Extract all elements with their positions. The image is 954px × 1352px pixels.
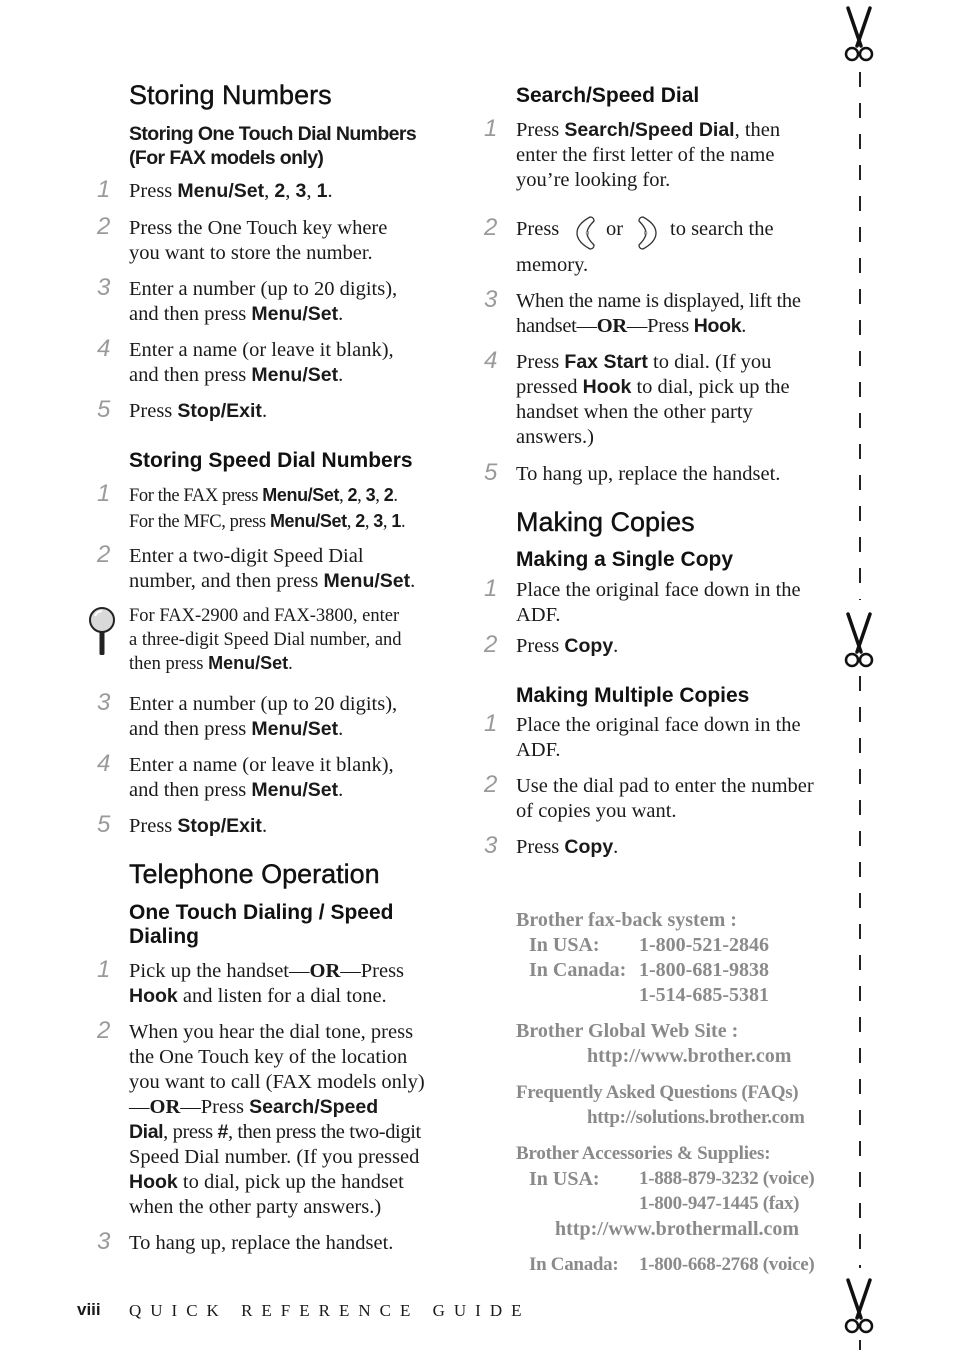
- cut-line-dash: [859, 413, 861, 428]
- cut-line-dash: [859, 769, 861, 784]
- cut-line-dash: [859, 1265, 861, 1268]
- step-text: Press Fax Start to dial. (If you pressed Hook to dial, pick up the handset when the other party answers.): [516, 351, 790, 448]
- step-number: 3: [97, 1228, 111, 1255]
- cut-line-dash: [859, 351, 861, 366]
- step-text: Enter a name (or leave it blank), and then press Menu/Set.: [129, 339, 394, 386]
- subheading-line: (For FAX models only): [129, 147, 324, 169]
- cut-line-dash: [859, 227, 861, 242]
- subheading-search-speed-dial: Search/Speed Dial: [516, 84, 700, 107]
- faxback-canada-number: 1-800-681-9838: [639, 959, 769, 981]
- step-text: Place the original face down in the ADF.: [516, 714, 801, 761]
- step-text: When the name is displayed, lift the handset—OR—Press Hook.: [516, 290, 801, 337]
- cut-line-dash: [859, 1110, 861, 1125]
- scissors-icon: [838, 612, 880, 670]
- cut-line-dash: [859, 258, 861, 273]
- scissors-icon: [838, 6, 880, 64]
- cut-line-dash: [859, 1340, 861, 1350]
- cut-line-dash: [859, 103, 861, 118]
- web-site-title: Brother Global Web Site :: [516, 1020, 739, 1042]
- step-text: When you hear the dial tone, press the One Touch key of the location you want to call (FAX models only) —OR—Press Search/Speed Dial, press #, then press the two-digit Speed Dial number. (If you pressed Hook to dial, pick up the handset when the other party answers.): [129, 1021, 425, 1218]
- accessories-canada-voice: 1-800-668-2768 (voice): [639, 1254, 815, 1275]
- cut-line-dash: [859, 196, 861, 211]
- step-text: memory.: [516, 254, 589, 276]
- footer-guide-title: QUICK REFERENCE GUIDE: [129, 1301, 531, 1320]
- step-text: Pick up the handset—OR—Press Hook and listen for a dial tone.: [129, 960, 405, 1007]
- cut-line-dash: [859, 506, 861, 521]
- cut-line-dash: [859, 289, 861, 304]
- subheading-multiple-copies: Making Multiple Copies: [516, 684, 750, 707]
- heading-telephone-operation: Telephone Operation: [129, 859, 380, 889]
- step-text: For the FAX press Menu/Set, 2, 3, 2. For the MFC, press Menu/Set, 2, 3, 1.: [129, 485, 406, 532]
- accessories-url[interactable]: http://www.brothermall.com: [555, 1218, 800, 1240]
- subheading-line: Storing One Touch Dial Numbers: [129, 123, 417, 145]
- cut-line-dash: [859, 599, 861, 600]
- step-text: To hang up, replace the handset.: [129, 1232, 394, 1254]
- step-text: Press Stop/Exit.: [129, 400, 268, 422]
- subheading-speed-dial: Storing Speed Dial Numbers: [129, 449, 413, 472]
- step-number: 2: [484, 771, 498, 798]
- subheading-single-copy: Making a Single Copy: [516, 548, 734, 571]
- cut-line-dash: [859, 862, 861, 877]
- step-number: 1: [97, 176, 111, 203]
- left-arrow-key-icon: [574, 215, 596, 251]
- faxback-title: Brother fax-back system :: [516, 909, 737, 931]
- cut-line-dash: [859, 893, 861, 908]
- accessories-usa-fax: 1-800-947-1445 (fax): [639, 1193, 800, 1214]
- step-text: To hang up, replace the handset.: [516, 463, 781, 485]
- step-text: Press the One Touch key where you want to store the number.: [129, 217, 388, 264]
- magnifier-note-icon: [86, 606, 120, 658]
- web-site-url[interactable]: http://www.brother.com: [587, 1045, 792, 1067]
- right-arrow-key-icon: [637, 215, 659, 251]
- step-number: 3: [97, 689, 111, 716]
- cut-line-dash: [859, 738, 861, 753]
- cut-line-dash: [859, 676, 861, 691]
- step-number: 2: [97, 541, 111, 568]
- cut-line-dash: [859, 924, 861, 939]
- step-number: 1: [484, 115, 498, 142]
- step-number: 1: [97, 480, 111, 507]
- step-number: 5: [484, 459, 498, 486]
- cut-line-dash: [859, 134, 861, 149]
- step-text: to search the: [670, 218, 774, 240]
- step-number: 2: [484, 631, 498, 658]
- step-number: 1: [484, 710, 498, 737]
- cut-line-dash: [859, 1234, 861, 1249]
- cut-line-dash: [859, 475, 861, 490]
- step-number: 2: [97, 213, 111, 240]
- cut-line-dash: [859, 1141, 861, 1156]
- cut-line-dash: [859, 1048, 861, 1063]
- step-number: 4: [97, 750, 111, 777]
- heading-making-copies: Making Copies: [516, 507, 695, 537]
- tip-note: For FAX-2900 and FAX-3800, enter a three-digit Speed Dial number, and then press Menu/Set.: [129, 606, 402, 674]
- step-number: 2: [484, 214, 498, 241]
- cut-line-dash: [859, 707, 861, 722]
- step-number: 3: [484, 286, 498, 313]
- cut-line-dash: [859, 800, 861, 815]
- faq-title: Frequently Asked Questions (FAQs): [516, 1082, 799, 1103]
- faq-url[interactable]: http://solutions.brother.com: [587, 1107, 805, 1128]
- step-text: Press: [516, 218, 560, 240]
- step-number: 4: [97, 335, 111, 362]
- cut-line-dash: [859, 444, 861, 459]
- cut-line-dash: [859, 72, 861, 87]
- cut-line-dash: [859, 165, 861, 180]
- heading-storing-numbers: Storing Numbers: [129, 80, 332, 110]
- subheading-one-touch: [129, 122, 416, 170]
- step-text: Enter a number (up to 20 digits), and then press Menu/Set.: [129, 693, 398, 740]
- step-number: 3: [484, 832, 498, 859]
- cut-line-dash: [859, 1203, 861, 1218]
- cut-line-dash: [859, 986, 861, 1001]
- faxback-usa-number: 1-800-521-2846: [639, 934, 769, 956]
- page-number: viii: [77, 1300, 101, 1319]
- step-text: Press Menu/Set, 2, 3, 1.: [129, 180, 333, 202]
- cut-line-dash: [859, 320, 861, 335]
- step-text: Use the dial pad to enter the number of copies you want.: [516, 775, 814, 822]
- step-number: 1: [97, 956, 111, 983]
- cut-line-dash: [859, 955, 861, 970]
- cut-line-dash: [859, 1172, 861, 1187]
- cut-line-dash: [859, 537, 861, 552]
- step-number: 2: [97, 1017, 111, 1044]
- cut-line-dash: [859, 382, 861, 397]
- step-text: Press Copy.: [516, 635, 619, 657]
- step-number: 3: [97, 274, 111, 301]
- faxback-usa-label: In USA:: [529, 934, 600, 956]
- accessories-canada-label: In Canada:: [529, 1254, 619, 1275]
- step-number: 1: [484, 575, 498, 602]
- cut-line-dash: [859, 568, 861, 583]
- step-text: Enter a name (or leave it blank), and then press Menu/Set.: [129, 754, 394, 801]
- subheading-one-touch-dialing: [129, 901, 393, 949]
- step-text: Place the original face down in the ADF.: [516, 579, 801, 626]
- accessories-usa-label: In USA:: [529, 1168, 600, 1190]
- faxback-canada-label: In Canada:: [529, 959, 627, 981]
- cut-line-dash: [859, 1079, 861, 1094]
- faxback-canada-number: 1-514-685-5381: [639, 984, 769, 1006]
- subheading-line: Dialing: [129, 925, 200, 948]
- step-text: Press Copy.: [516, 836, 619, 858]
- step-text: Enter a number (up to 20 digits), and then press Menu/Set.: [129, 278, 398, 325]
- scissors-icon: [838, 1278, 880, 1336]
- step-text: Press Stop/Exit.: [129, 815, 268, 837]
- accessories-title: Brother Accessories & Supplies:: [516, 1143, 771, 1164]
- step-text: Press Search/Speed Dial, then enter the first letter of the name you’re looking for.: [516, 119, 781, 191]
- cut-line-dash: [859, 831, 861, 846]
- accessories-usa-voice: 1-888-879-3232 (voice): [639, 1168, 815, 1189]
- step-number: 4: [484, 347, 498, 374]
- cut-line-dash: [859, 1017, 861, 1032]
- step-text: Enter a two-digit Speed Dial number, and then press Menu/Set.: [129, 545, 416, 592]
- step-number: 5: [97, 811, 111, 838]
- subheading-line: One Touch Dialing / Speed: [129, 901, 394, 924]
- step-number: 5: [97, 396, 111, 423]
- step-text: or: [606, 218, 624, 240]
